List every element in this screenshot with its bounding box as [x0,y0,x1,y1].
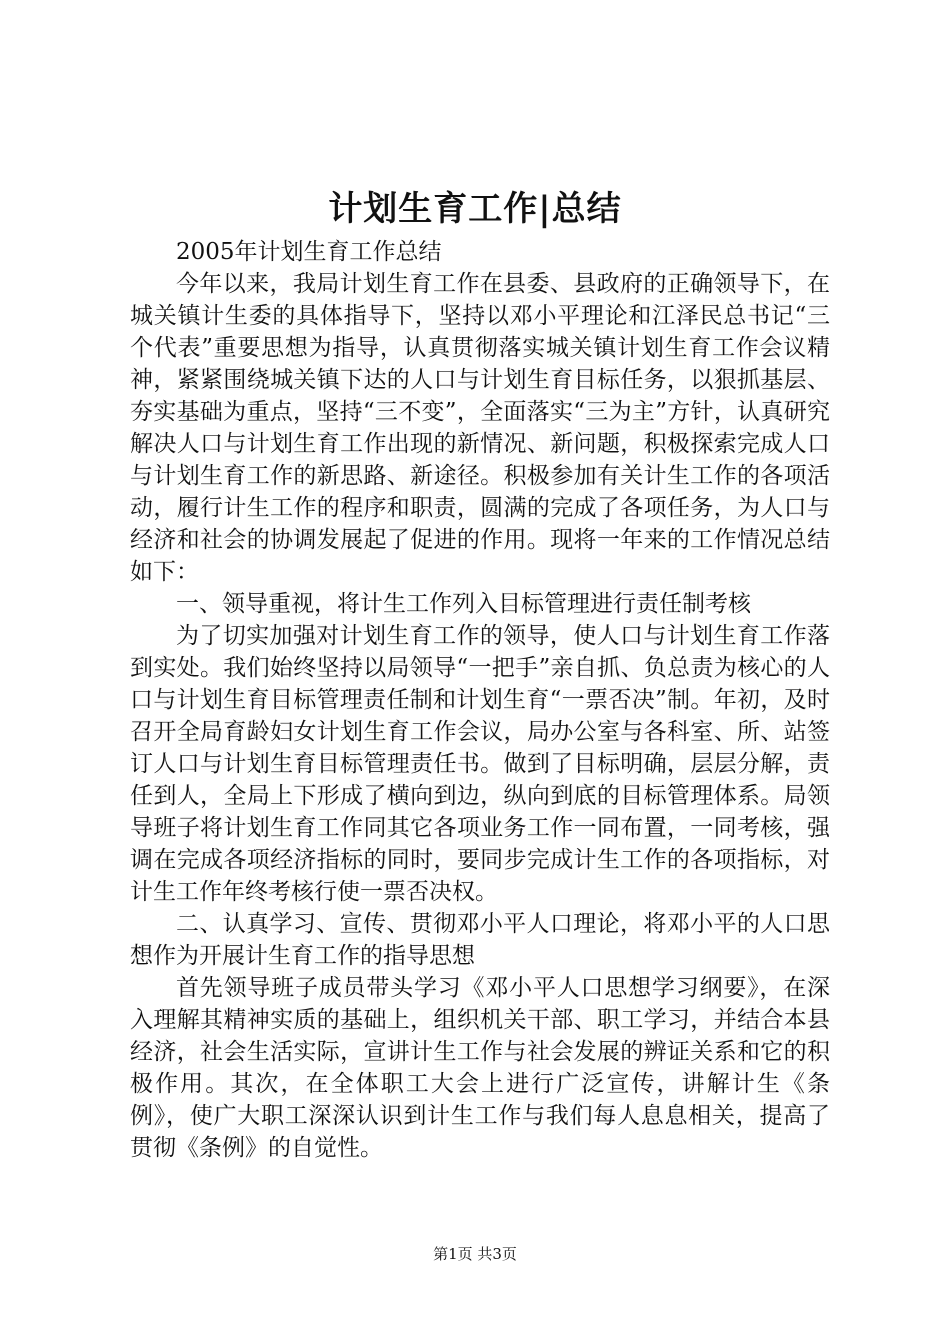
section-heading-1: 一、领导重视，将计生工作列入目标管理进行责任制考核 [176,591,751,617]
document-title: 计划生育工作|总结 [328,189,622,229]
page-footer: 第1页 共3页 [433,1245,517,1263]
section-body-1: 为了切实加强对计划生育工作的领导，使人口与计划生育工作落到实处。我们始终坚持以局领导“一把手”亲自抓、负总责为核心的人口与计划生育目标管理责任制和计划生育“一票否决”制。年初，及时召开全局育龄妇女计划生育工作会议，局办公室与各科室、所、站签订人口与计划生育目标管理责任书。做到了目标明确，层层分解，责任到人，全局上下形成了横向到边，纵向到底的目标管理体系。局领导班子将计划生育工作同其它各项业务工作一同布置，一同考核，强调在完成各项经济指标的同时，要同步完成计生工作的各项指标，对计生工作年终考核行使一票否决权。 [130,623,830,905]
subtitle-paragraph: 2005年计划生育工作总结 [176,239,442,265]
document-body [130,236,830,1164]
intro-paragraph: 今年以来，我局计划生育工作在县委、县政府的正确领导下，在城关镇计生委的具体指导下，坚持以邓小平理论和江泽民总书记“三个代表”重要思想为指导，认真贯彻落实城关镇计划生育工作会议精神，紧紧围绕城关镇下达的人口与计划生育目标任务，以狠抓基层、夯实基础为重点，坚持“三不变”，全面落实“三为主”方针，认真研究解决人口与计划生育工作出现的新情况、新问题，积极探索完成人口与计划生育工作的新思路、新途径。积极参加有关计生工作的各项活动，履行计生工作的程序和职责，圆满的完成了各项任务，为人口与经济和社会的协调发展起了促进的作用。现将一年来的工作情况总结如下： [130,271,830,585]
section-body-2: 首先领导班子成员带头学习《邓小平人口思想学习纲要》，在深入理解其精神实质的基础上，组织机关干部、职工学习，并结合本县经济，社会生活实际，宣讲计生工作与社会发展的辨证关系和它的积极作用。其次，在全体职工大会上进行广泛宣传，讲解计生《条例》，使广大职工深深认识到计生工作与我们每人息息相关，提高了贯彻《条例》的自觉性。 [130,975,830,1161]
section-heading-2: 二、认真学习、宣传、贯彻邓小平人口理论，将邓小平的人口思想作为开展计生育工作的指导思想 [130,911,830,969]
